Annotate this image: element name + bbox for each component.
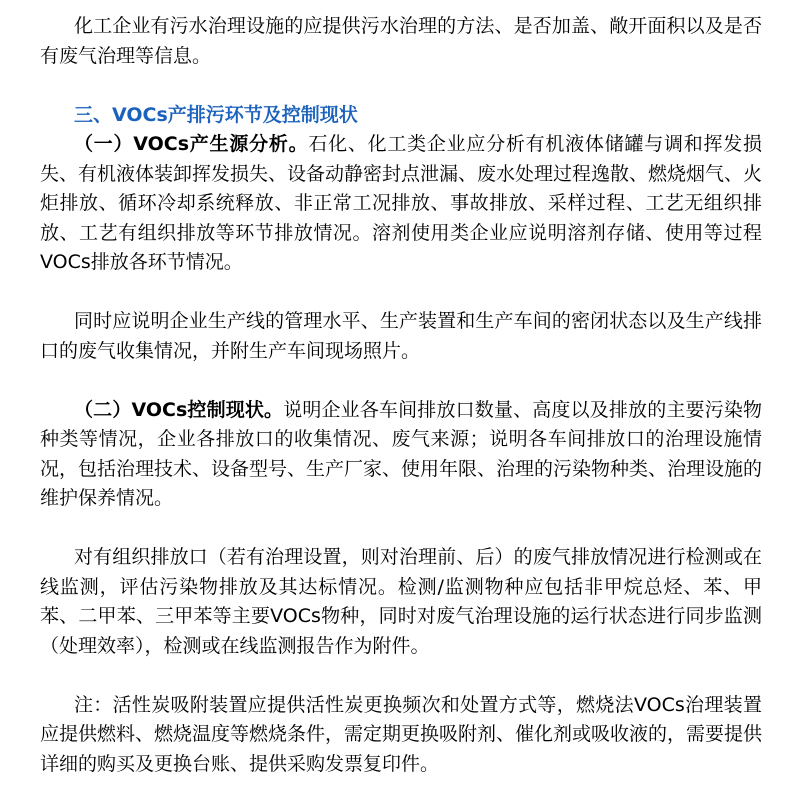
- paragraph-vocs-control-status: [40, 396, 762, 514]
- paragraph-production-line: 同时应说明企业生产线的管理水平、生产装置和生产车间的密闭状态以及生产线排口的废气收集情况，并附生产车间现场照片。: [40, 310, 762, 362]
- paragraph-organized-outlet-monitoring: 对有组织排放口（若有治理设置，则对治理前、后）的废气排放情况进行检测或在线监测，评估污染物排放及其达标情况。检测/监测物种应包括非甲烷总烃、苯、甲苯、二甲苯、三甲苯等主要VOCs物种，同时对废气治理设施的运行状态进行同步监测（处理效率），检测或在线监测报告作为附件。: [40, 546, 762, 657]
- paragraph-body-text: 说明企业各车间排放口数量、高度以及排放的主要污染物种类等情况，企业各排放口的收集情况、废气来源；说明各车间排放口的治理设施情况，包括治理技术、设备型号、生产厂家、使用年限、治理的污染物种类、治理设施的维护保养情况。: [40, 398, 763, 509]
- paragraph-lead: （二）VOCs控制现状。: [74, 398, 284, 421]
- paragraph-body-text: 石化、化工类企业应分析有机液体储罐与调和挥发损失、有机液体装卸挥发损失、设备动静密封点泄漏、废水处理过程逸散、燃烧烟气、火炬排放、循环冷却系统释放、非正常工况排放、事故排放、采样过程、工艺无组织排放、工艺有组织排放等环节排放情况。溶剂使用类企业应说明溶剂存储、使用等过程VOCs排放各环节情况。: [40, 133, 763, 273]
- paragraph-lead: （一）VOCs产生源分析。: [74, 133, 309, 155]
- paragraph-wastewater-info: 化工企业有污水治理设施的应提供污水治理的方法、是否加盖、敞开面积以及是否有废气治理等信息。: [40, 15, 762, 67]
- section-heading-vocs: 三、VOCs产排污环节及控制现状: [74, 103, 358, 126]
- paragraph-note: 注：活性炭吸附装置应提供活性炭更换频次和处置方式等，燃烧法VOCs治理装置应提供燃料、燃烧温度等燃烧条件，需定期更换吸附剂、催化剂或吸收液的，需要提供详细的购买及更换台账、提供采购发票复印件。: [40, 693, 763, 775]
- paragraph-vocs-source-analysis: [40, 130, 762, 278]
